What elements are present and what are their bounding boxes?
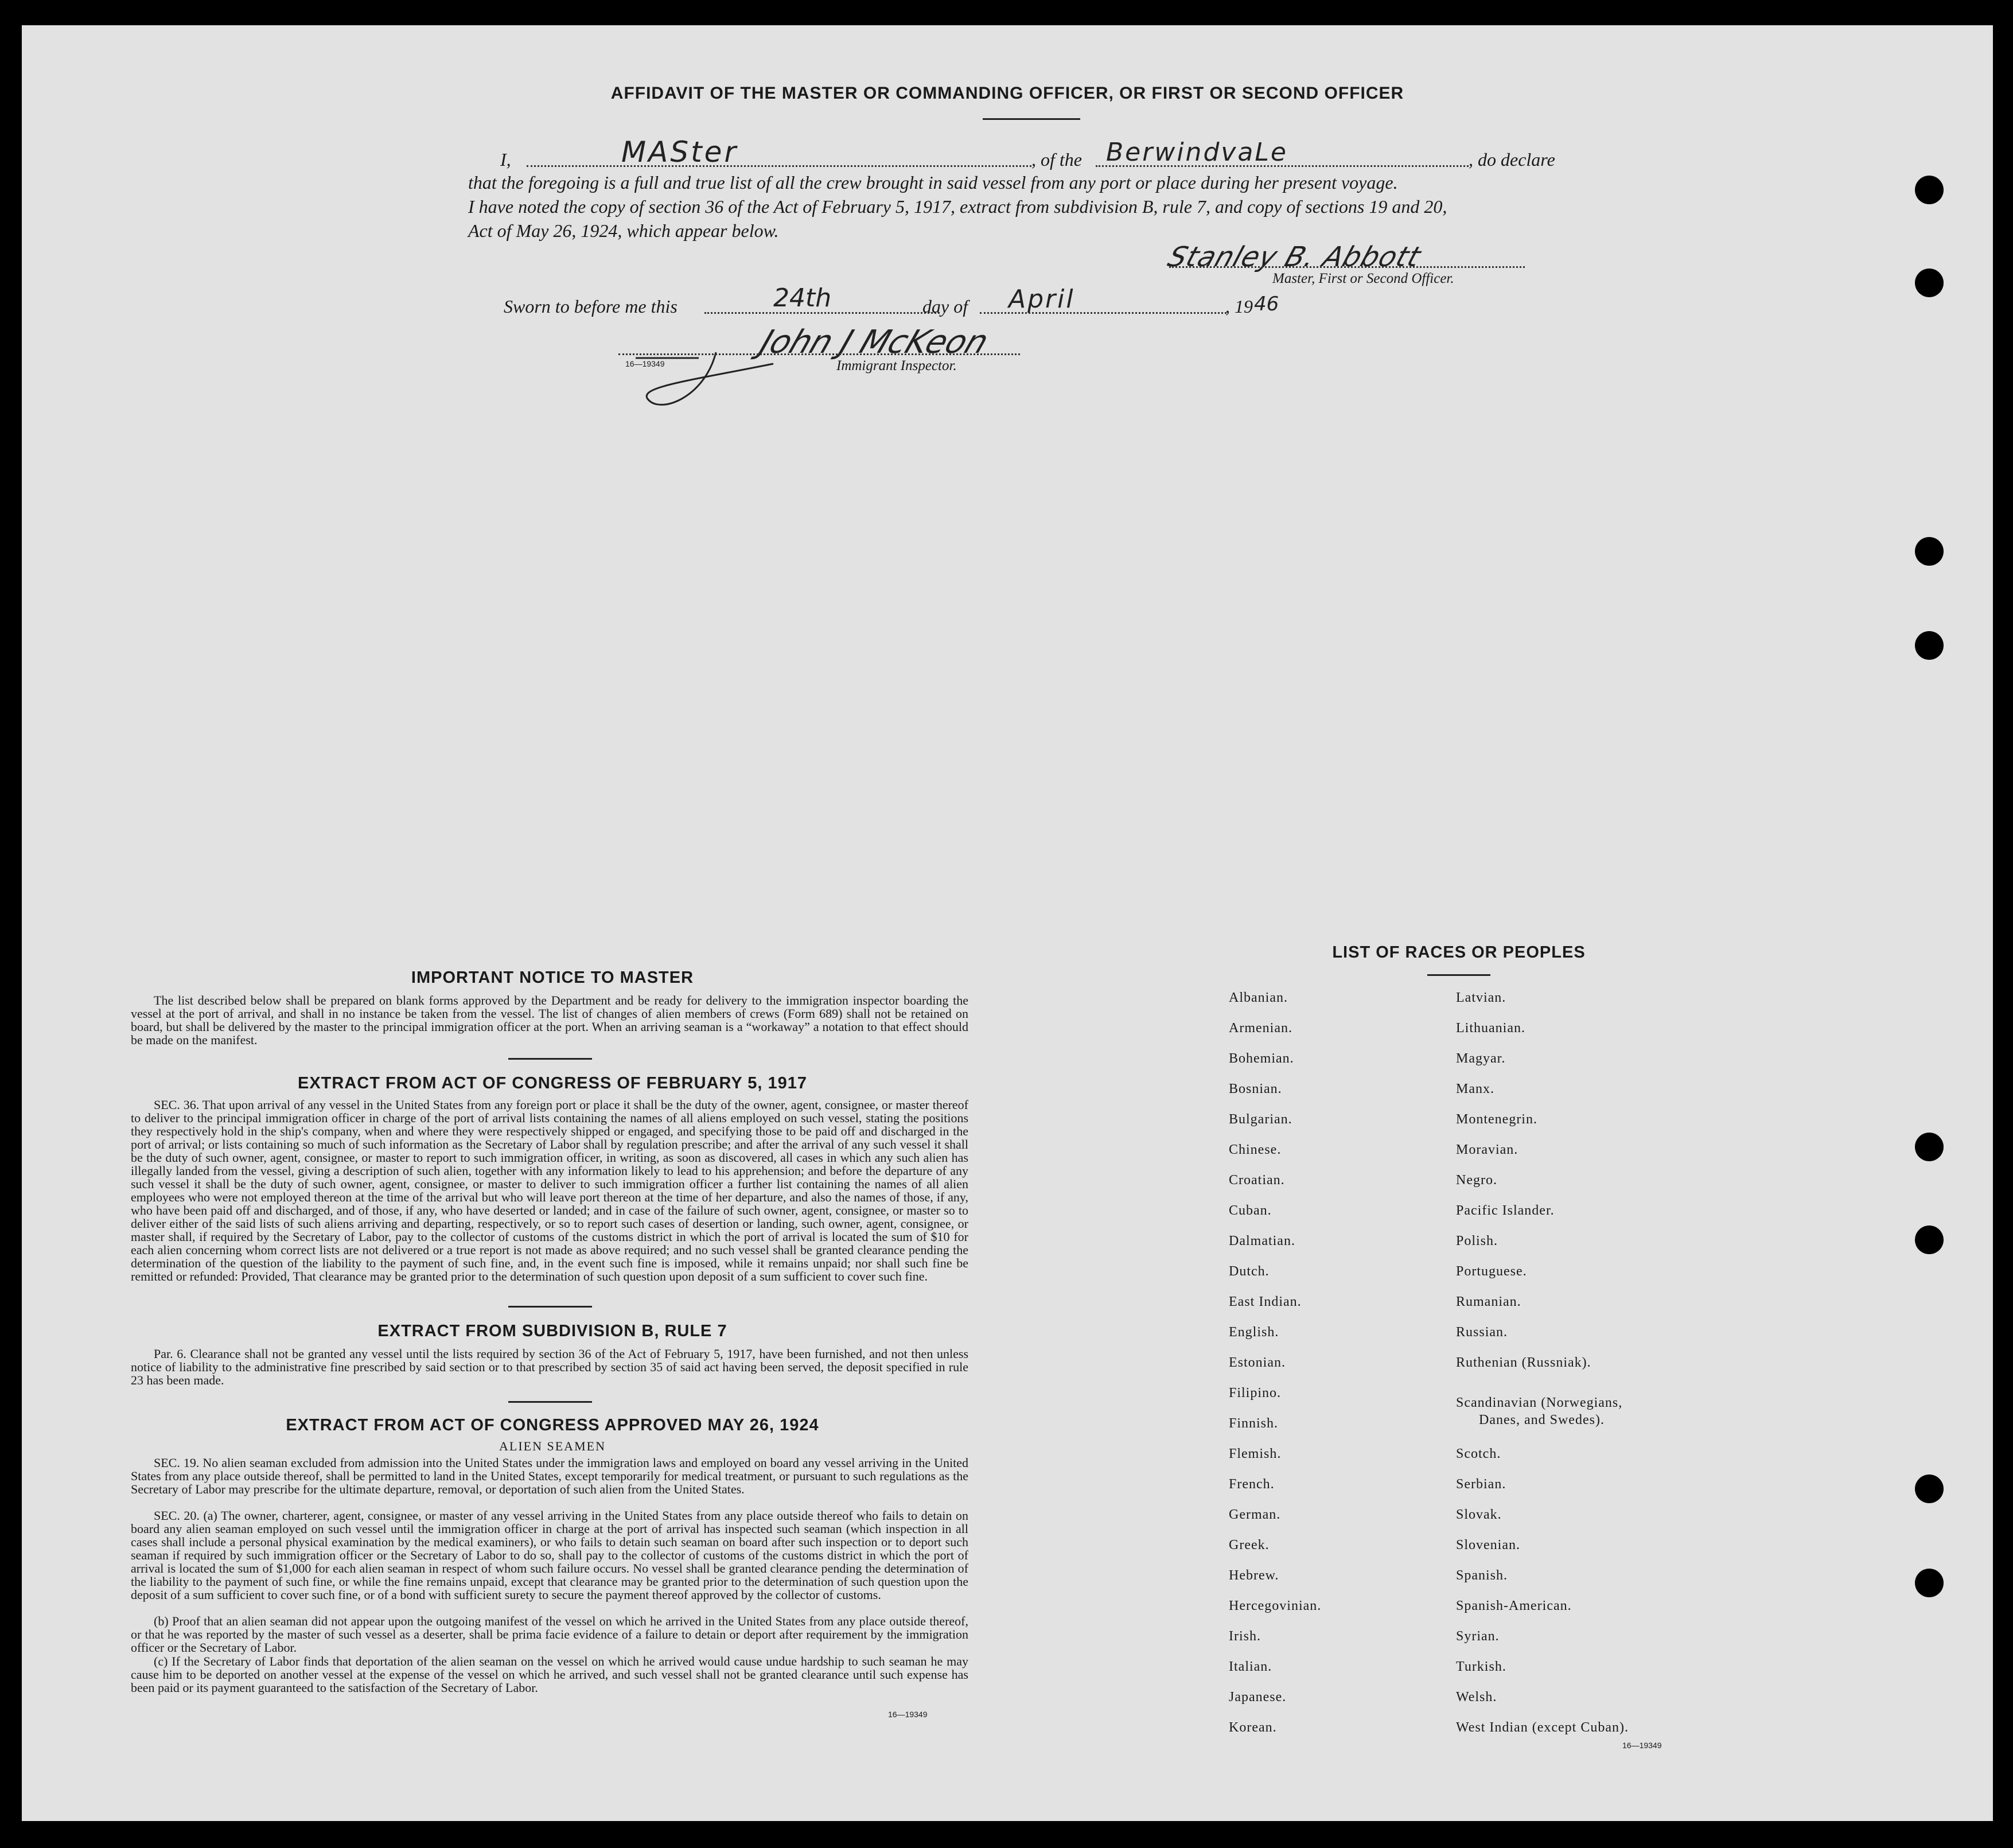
race-item: Magyar. bbox=[1456, 1051, 1506, 1066]
race-item: East Indian. bbox=[1229, 1294, 1302, 1309]
divider bbox=[508, 1401, 592, 1403]
affidavit-form-number: 16—19349 bbox=[625, 359, 665, 368]
sec20c-body: (c) If the Secretary of Labor finds that deportation of the alien seaman on the vessel on which he arrived would cause undue hardship to such seaman he may cause him to be deported on another vessel at the expense of the vessel on which he arrived, and such vessel shall not be granted clearance until such expense has been paid or its payment guaranteed to the satisfaction of the Secretary of Labor. bbox=[131, 1654, 968, 1695]
race-item: Korean. bbox=[1229, 1720, 1277, 1735]
document-page bbox=[22, 25, 1993, 1821]
day-of-label: day of bbox=[922, 296, 968, 317]
race-item: Negro. bbox=[1456, 1173, 1497, 1188]
race-item: Polish. bbox=[1456, 1234, 1498, 1248]
alien-seamen-subheading: ALIEN SEAMEN bbox=[499, 1439, 606, 1453]
races-divider bbox=[1427, 974, 1490, 976]
extract-form-number: 16—19349 bbox=[888, 1710, 928, 1719]
race-item: Japanese. bbox=[1229, 1690, 1287, 1705]
race-item: Latvian. bbox=[1456, 990, 1506, 1005]
month-handwritten: April bbox=[1009, 285, 1075, 314]
binder-hole bbox=[1915, 1133, 1944, 1161]
race-item: French. bbox=[1229, 1477, 1275, 1492]
declaration-line-3: I have noted the copy of section 36 of the Act of February 5, 1917, extract from subdivision B, rule 7, and copy of sections 19 and 20, bbox=[468, 196, 1447, 217]
inspector-caption: Immigrant Inspector. bbox=[836, 358, 957, 374]
binder-hole bbox=[1915, 1474, 1944, 1503]
race-item: Hebrew. bbox=[1229, 1568, 1279, 1583]
race-item: Cuban. bbox=[1229, 1203, 1272, 1218]
extract-1917-body: SEC. 36. That upon arrival of any vessel in the United States from any foreign port or place it shall be the duty of the owner, agent, consignee, or master thereof to deliver to the principal immigration officer in charge of the port of arrival lists containing the names of all aliens employed on such vessel, stating the positions they respectively hold in the ship's company, when and where they were respectively shipped or engaged, and specifying those to be paid off and discharged in the port of arrival; or lists containing so much of such information as the Secretary of Labor shall by regulation prescribe; and after the arrival of any such vessel it shall be the duty of such owner, agent, consignee, or master to report to such immigration officer, in writing, as soon as discovered, all cases in which any such alien has illegally landed from the vessel, giving a description of such alien, together with any information likely to lead to his apprehension; and before the departure of any such vessel it shall be the duty of such owner, agent, consignee, or master to deliver to such immigration officer a further list containing the names of all alien employees who were not employed thereon at the time of the arrival but who will leave port thereon at the time of her departure, and also the names of those, if any, who have been paid off and discharged, and of those, if any, who have deserted or landed; and in case of the failure of such owner, agent, consignee, or master so to deliver either of the said lists of such aliens arriving and departing, respectively, or so to report such cases of desertion or landing, such owner, agent, consignee, or master shall, if required by the Secretary of Labor, pay to the collector of customs of the customs district in which the port of arrival is located the sum of $10 for each alien concerning whom correct lists are not delivered or a true report is not made as above required; and no such vessel shall be granted clearance pending the determination of the question of the liability to the payment of such fine, and, in the event such fine is imposed, while it remains unpaid; nor shall such fine be remitted or refunded: Provided, That clearance may be granted prior to the determination of such question upon deposit of a sum sufficient to cover such fine. bbox=[131, 1098, 968, 1283]
inspector-signature-line bbox=[618, 353, 1020, 355]
binder-hole bbox=[1915, 631, 1944, 660]
year-handwritten: 46 bbox=[1254, 293, 1279, 316]
race-item: Lithuanian. bbox=[1456, 1021, 1525, 1036]
race-item: Albanian. bbox=[1229, 990, 1288, 1005]
race-item: Irish. bbox=[1229, 1629, 1261, 1644]
divider bbox=[508, 1058, 592, 1060]
race-item: Slovak. bbox=[1456, 1507, 1502, 1522]
sec19-body: SEC. 19. No alien seaman excluded from admission into the United States under the immigration laws and employed on board any vessel arriving in the United States from any place outside thereof, shall be permitted to land in the United States, except temporarily for medical treatment, or pursuant to such regulations as the Secretary of Labor may prescribe for the ultimate departure, removal, or deportation of such alien from the United States. bbox=[131, 1456, 968, 1496]
race-item: Montenegrin. bbox=[1456, 1112, 1537, 1127]
sec20b-body: (b) Proof that an alien seaman did not appear upon the outgoing manifest of the vessel on which he arrived in the United States from any place outside thereof, or that he was reported by the master of such vessel as a deserter, shall be prima facie evidence of a failure to detain or deport after requirement by the immigration officer or the Secretary of Labor. bbox=[131, 1614, 968, 1655]
binder-hole bbox=[1915, 1225, 1944, 1254]
race-item: Slovenian. bbox=[1456, 1538, 1520, 1553]
race-item: Welsh. bbox=[1456, 1690, 1497, 1705]
rule7-heading: EXTRACT FROM SUBDIVISION B, RULE 7 bbox=[377, 1322, 727, 1340]
race-item: Greek. bbox=[1229, 1538, 1270, 1553]
race-item: Rumanian. bbox=[1456, 1294, 1521, 1309]
of-the-label: , of the bbox=[1031, 149, 1082, 170]
title-divider bbox=[983, 118, 1080, 120]
year-prefix: , 19 bbox=[1225, 296, 1253, 317]
race-item: Pacific Islander. bbox=[1456, 1203, 1555, 1218]
race-item: Dalmatian. bbox=[1229, 1234, 1295, 1248]
vessel-name-handwritten: BerwindvaLe bbox=[1106, 138, 1288, 167]
master-caption: Master, First or Second Officer. bbox=[1272, 271, 1454, 286]
race-item: Spanish-American. bbox=[1456, 1598, 1572, 1613]
race-item: Syrian. bbox=[1456, 1629, 1500, 1644]
race-item: Bulgarian. bbox=[1229, 1112, 1292, 1127]
race-item: Bosnian. bbox=[1229, 1081, 1282, 1096]
race-item: Manx. bbox=[1456, 1081, 1494, 1096]
sec20a-body: SEC. 20. (a) The owner, charterer, agent, consignee, or master of any vessel arriving in the United States from any place outside thereof who fails to detain on board any alien seaman employed on such vessel until the immigration officer in charge at the port of arrival has inspected such seaman (which inspection in all cases shall include a personal physical examination by the medical examiners), or who fails to detain such seaman on board after such inspection or to deport such seaman if required by such immigration officer or the Secretary of Labor to do so, shall pay to the collector of customs of the customs district in which the port of arrival is located the sum of $1,000 for each alien seaman in respect of whom such failure occurs. No vessel shall be granted clearance pending the determination of the liability to the payment of such fine, or while the fine remains unpaid, except that clearance may be granted prior to the determination of such question upon the deposit of a sum sufficient to cover such fine, or of a bond with sufficient surety to secure the payment thereof approved by the collector of customs. bbox=[131, 1508, 968, 1602]
rule7-body: Par. 6. Clearance shall not be granted any vessel until the lists required by section 36 of the Act of February 5, 1917, have been furnished, and not then unless notice of liability to the administrative fine prescribed by said section or to that prescribed by section 35 of said act having been served, the deposit specified in rule 23 has been made. bbox=[131, 1347, 968, 1387]
race-item: Armenian. bbox=[1229, 1021, 1292, 1036]
binder-hole bbox=[1915, 269, 1944, 297]
inspector-signature-flourish bbox=[624, 347, 865, 421]
i-label: I, bbox=[500, 149, 511, 170]
race-item: Dutch. bbox=[1229, 1264, 1270, 1279]
affidavit-title: AFFIDAVIT OF THE MASTER OR COMMANDING OFFICER, OR FIRST OR SECOND OFFICER bbox=[610, 84, 1404, 103]
sworn-label: Sworn to before me this bbox=[504, 296, 678, 317]
inspector-signature: John J McKeon bbox=[755, 324, 994, 361]
race-item: Bohemian. bbox=[1229, 1051, 1294, 1066]
race-item: Hercegovinian. bbox=[1229, 1598, 1322, 1613]
do-declare-label: , do declare bbox=[1469, 149, 1555, 170]
name-line bbox=[527, 165, 1031, 167]
extract-1924-heading: EXTRACT FROM ACT OF CONGRESS APPROVED MAY 26, 1924 bbox=[286, 1416, 819, 1434]
race-item: Flemish. bbox=[1229, 1446, 1282, 1461]
race-item: Serbian. bbox=[1456, 1477, 1506, 1492]
race-item: Estonian. bbox=[1229, 1355, 1286, 1370]
race-item: Filipino. bbox=[1229, 1386, 1282, 1400]
race-item: Danes, and Swedes). bbox=[1479, 1413, 1605, 1427]
binder-hole bbox=[1915, 1569, 1944, 1597]
race-item: Scandinavian (Norwegians, bbox=[1456, 1395, 1623, 1410]
race-item: Finnish. bbox=[1229, 1416, 1279, 1431]
master-signature: Stanley B. Abbott bbox=[1163, 241, 1425, 273]
race-item: Portuguese. bbox=[1456, 1264, 1527, 1279]
race-item: Scotch. bbox=[1456, 1446, 1501, 1461]
divider bbox=[508, 1306, 592, 1308]
declaration-line-4: Act of May 26, 1924, which appear below. bbox=[468, 220, 779, 241]
extract-1917-heading: EXTRACT FROM ACT OF CONGRESS OF FEBRUARY 5, 1917 bbox=[297, 1074, 808, 1092]
races-heading: LIST OF RACES OR PEOPLES bbox=[1332, 943, 1586, 962]
master-signature-line bbox=[1169, 266, 1525, 268]
notice-heading: IMPORTANT NOTICE TO MASTER bbox=[411, 968, 694, 987]
race-item: Turkish. bbox=[1456, 1659, 1506, 1674]
day-handwritten: 24th bbox=[773, 283, 832, 313]
binder-hole bbox=[1915, 176, 1944, 204]
race-item: Moravian. bbox=[1456, 1142, 1518, 1157]
race-item: Italian. bbox=[1229, 1659, 1272, 1674]
race-item: German. bbox=[1229, 1507, 1281, 1522]
declaration-line-2: that the foregoing is a full and true list of all the crew brought in said vessel from any port or place during her present voyage. bbox=[468, 172, 1398, 193]
notice-body: The list described below shall be prepared on blank forms approved by the Department and be ready for delivery to the immigration inspector boarding the vessel at the port of arrival, and shall in no instance be taken from the vessel. The list of changes of alien members of crews (Form 689) shall not be retained on board, but shall be delivered by the master to the principal immigration officer at the port. When an arriving seaman is a “workaway” a notation to that effect should be made on the manifest. bbox=[131, 993, 968, 1047]
race-item: Russian. bbox=[1456, 1325, 1508, 1340]
race-item: Spanish. bbox=[1456, 1568, 1508, 1583]
race-item: English. bbox=[1229, 1325, 1279, 1340]
race-item: West Indian (except Cuban). bbox=[1456, 1720, 1629, 1735]
binder-hole bbox=[1915, 537, 1944, 566]
master-name-handwritten: MASter bbox=[621, 135, 739, 169]
races-form-number: 16—19349 bbox=[1622, 1741, 1662, 1750]
race-item: Chinese. bbox=[1229, 1142, 1282, 1157]
race-item: Croatian. bbox=[1229, 1173, 1285, 1188]
race-item: Ruthenian (Russniak). bbox=[1456, 1355, 1591, 1370]
